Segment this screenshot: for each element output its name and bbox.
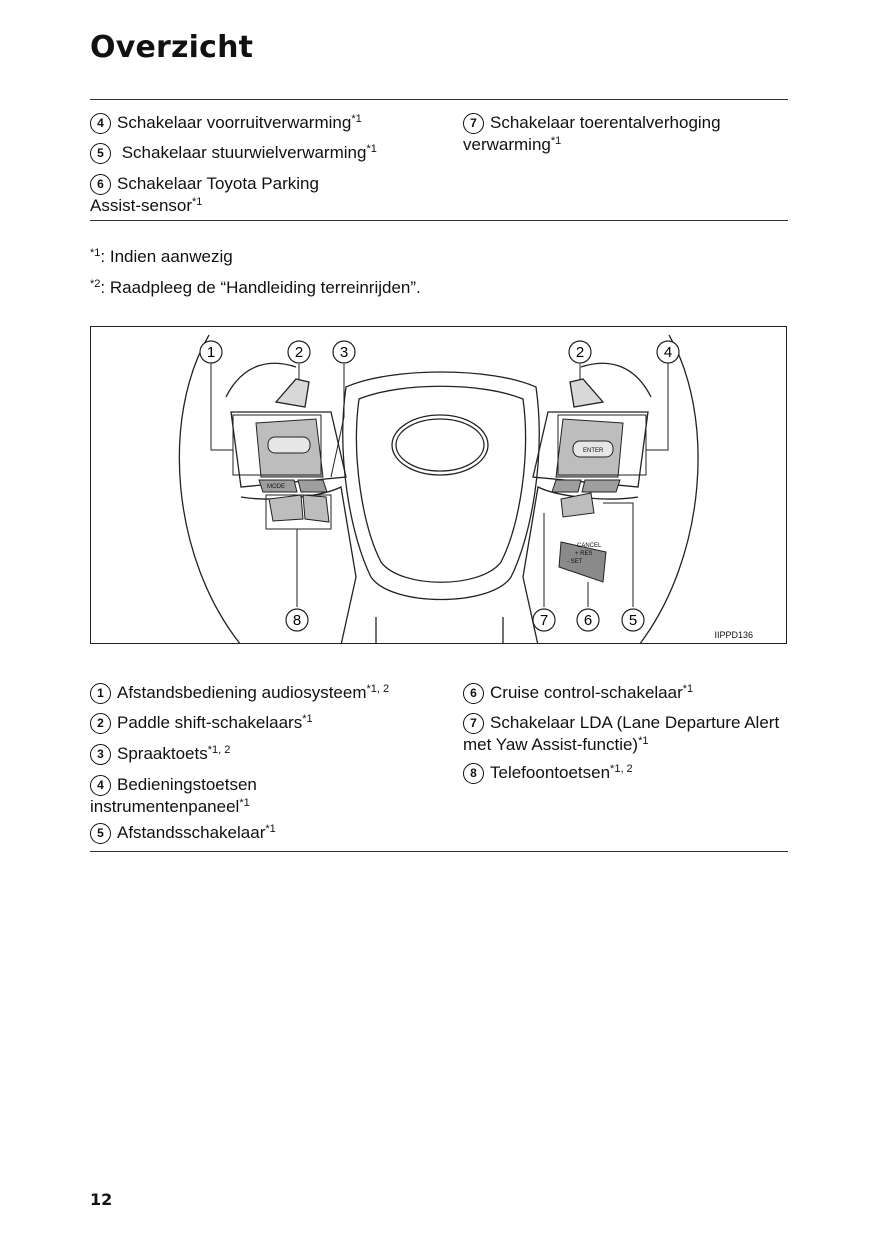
list-item	[90, 112, 410, 134]
callout-1	[200, 341, 222, 363]
footnote-ref: *1, 2	[610, 763, 633, 775]
footnote-text: : Indien aanwezig	[100, 247, 233, 266]
callout-5	[622, 609, 644, 631]
footnote-mark: *2	[90, 278, 101, 290]
svg-text:6: 6	[583, 612, 593, 629]
footnote-ref: *1	[550, 135, 562, 147]
callout-number: 6	[463, 683, 484, 704]
legend-item	[90, 743, 410, 765]
legend-item	[463, 682, 783, 704]
legend-item	[463, 762, 783, 784]
item-text: Schakelaar toerentalverhoging	[490, 113, 721, 132]
callout-3	[333, 341, 355, 363]
item-text: Assist-sensor	[90, 196, 193, 215]
footnote-mark: *1	[90, 247, 101, 259]
svg-text:2: 2	[294, 344, 304, 361]
callout-number: 6	[90, 174, 111, 195]
callout-4	[657, 341, 679, 363]
item-text: Paddle shift-schakelaars	[117, 713, 303, 732]
svg-text:7: 7	[539, 612, 549, 629]
airbag-hub	[343, 372, 539, 600]
item-text: Telefoontoetsen	[490, 763, 611, 782]
callout-number: 7	[463, 113, 484, 134]
figure-code: IIPPD136	[714, 630, 753, 640]
svg-text:4: 4	[663, 344, 673, 361]
legend-item	[90, 712, 410, 734]
footnote	[90, 278, 421, 298]
callout-number: 8	[463, 763, 484, 784]
paddle-left	[276, 379, 309, 407]
item-text: Cruise control-schakelaar	[490, 683, 683, 702]
footnote-ref: *1, 2	[207, 744, 231, 756]
svg-text:1: 1	[206, 344, 216, 361]
callout-2-left	[288, 341, 310, 363]
item-text: Spraaktoets	[117, 744, 208, 763]
item-text: instrumentenpaneel	[90, 797, 240, 816]
list-item	[90, 173, 410, 216]
callout-6	[577, 609, 599, 631]
item-text: verwarming	[463, 135, 551, 154]
footnote-ref: *1	[265, 823, 276, 835]
legend-item	[90, 822, 410, 844]
cruise-res-label: + RES	[575, 551, 593, 557]
footnote-ref: *1	[366, 143, 377, 155]
footnote-ref: *1	[239, 797, 250, 809]
item-text: Schakelaar stuurwielverwarming	[117, 143, 367, 162]
legend-item	[463, 712, 783, 755]
divider	[90, 220, 788, 221]
footnote-ref: *1	[192, 196, 203, 208]
footnote-text: : Raadpleeg de “Handleiding terreinrijden”.	[100, 278, 421, 297]
callout-number: 3	[90, 744, 111, 765]
item-text: Schakelaar Toyota Parking	[117, 174, 319, 193]
item-text: Schakelaar LDA (Lane Departure Alert	[490, 713, 780, 732]
item-text: Schakelaar voorruitverwarming	[117, 113, 352, 132]
footnote-ref: *1	[351, 113, 362, 125]
footnote-ref: *1	[302, 713, 313, 725]
callout-number: 5	[90, 823, 111, 844]
paddle-right	[570, 379, 603, 407]
callout-number: 2	[90, 713, 111, 734]
callout-number: 1	[90, 683, 111, 704]
wheel-rim-right-outer	[639, 335, 698, 644]
divider	[90, 851, 788, 852]
legend-item	[90, 774, 410, 817]
mode-label: MODE	[267, 484, 285, 490]
cruise-cancel-label: CANCEL	[577, 543, 602, 549]
list-item	[463, 112, 783, 155]
wheel-rim-left-outer	[179, 335, 241, 644]
enter-label: ENTER	[583, 448, 604, 454]
page-number: 12	[90, 1190, 113, 1209]
item-text: Bedieningstoetsen	[117, 775, 257, 794]
cruise-set-label: - SET	[567, 559, 583, 565]
callout-2-right	[569, 341, 591, 363]
item-text: met Yaw Assist-functie)	[463, 735, 639, 754]
callout-number: 5	[90, 143, 111, 164]
divider	[90, 99, 788, 100]
footnote-ref: *1, 2	[366, 683, 390, 695]
column	[376, 617, 503, 644]
page-title: Overzicht	[90, 30, 254, 65]
svg-text:5: 5	[628, 612, 638, 629]
footnote-ref: *1	[682, 683, 694, 695]
footnote-ref: *1	[638, 735, 649, 747]
item-text: Afstandsschakelaar	[117, 823, 266, 842]
callout-number: 4	[90, 775, 111, 796]
callout-number: 4	[90, 113, 111, 134]
item-text: Afstandsbediening audiosysteem	[117, 683, 367, 702]
svg-text:8: 8	[292, 612, 302, 629]
callout-7	[533, 609, 555, 631]
callout-8	[286, 609, 308, 631]
list-item	[90, 142, 410, 164]
svg-text:2: 2	[575, 344, 585, 361]
steering-wheel-figure	[90, 326, 787, 644]
callout-number: 7	[463, 713, 484, 734]
steering-wheel-illustration	[91, 327, 787, 644]
footnote	[90, 247, 233, 267]
svg-text:3: 3	[339, 344, 349, 361]
legend-item	[90, 682, 410, 704]
